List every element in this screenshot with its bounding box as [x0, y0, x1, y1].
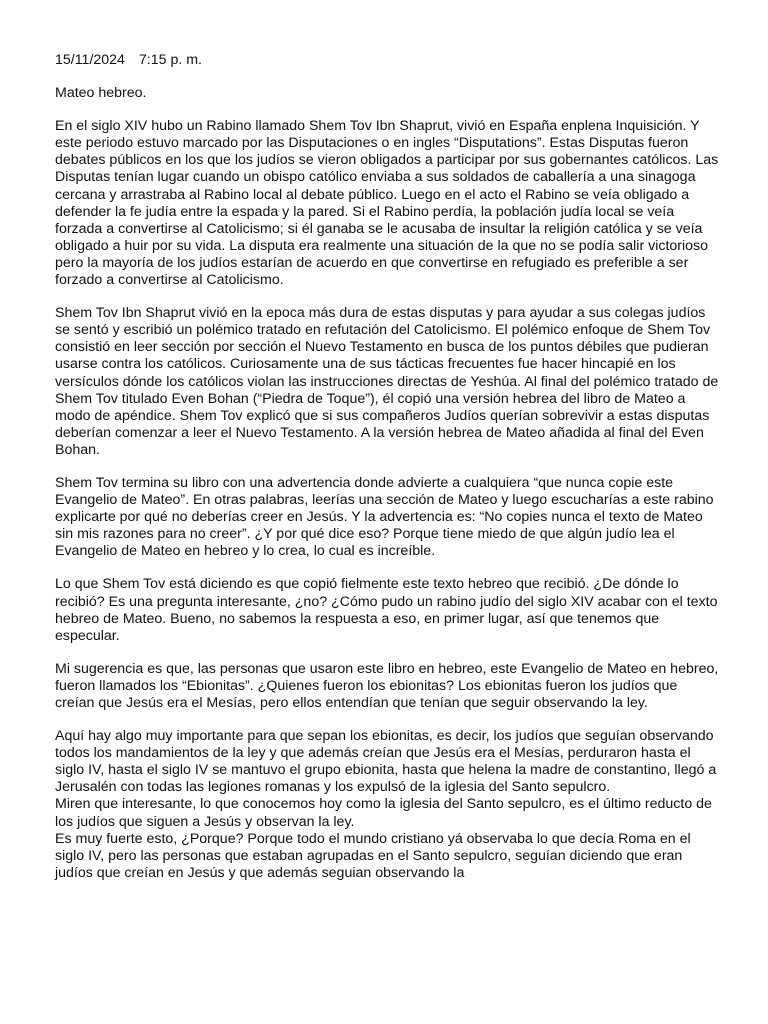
date-time-line	[55, 52, 719, 69]
document-page	[55, 52, 719, 882]
paragraph-8: Es muy fuerte esto, ¿Porque? Porque todo el mundo cristiano yá observaba lo que decía Roma en el siglo IV, pero las personas que estaban agrupadas en el Santo sepulcro, seguían diciendo que eran judíos que creían en Jesús y que además seguian observando la	[55, 830, 691, 881]
paragraph-3: Shem Tov termina su libro con una advertencia donde advierte a cualquiera “que nunca copie este Evangelio de Mateo”. En otras palabras, leerías una sección de Mateo y luego escucharías a este rabino explicarte por qué no deberías creer en Jesús. Y la advertencia es: “No copies nunca el texto de Mateo sin mis razones para no creer”. ¿Y por qué dice eso? Porque tiene miedo de que algún judío lea el Evangelio de Mateo en hebreo y lo crea, lo cual es increíble.	[55, 474, 714, 560]
time-text: 7:15 p. m.	[138, 52, 202, 68]
document-title: Mateo hebreo.	[55, 85, 147, 102]
paragraph-6: Aquí hay algo muy importante para que sepan los ebionitas, es decir, los judíos que seguían observando todos los mandamientos de la ley y que además creían que Jesús era el Mesías, perduraron hasta el siglo IV, hasta el siglo IV se mantuvo el grupo ebionita, hasta que helena la madre de constantino, llegó a Jerusalén con todas las legiones romanas y los expulsó de la iglesia del Santo sepulcro.	[55, 728, 717, 796]
paragraph-1: En el siglo XIV hubo un Rabino llamado Shem Tov Ibn Shaprut, vivió en España enplena Inquisición. Y este periodo estuvo marcado por las Disputaciones o en ingles “Disputations”. Estas Disputas fueron debates públicos en los que los judíos se vieron obligados a participar por sus gobernantes católicos. Las Disputas tenían lugar cuando un obispo católico enviaba a sus soldados de caballería a una sinagoga cercana y arrastraba al Rabino local al debate público. Luego en el acto el Rabino se veía obligado a defender la fe judía entre la espada y la pared. Si el Rabino perdía, la población judía local se veía forzada a convertirse al Catolicismo; si él ganaba se le acusaba de insultar la religión católica y se veía obligado a huir por su vida. La disputa era realmente una situación de la que no se podía salir victorioso pero la mayoría de los judíos estarían de acuerdo en que convertirse en refugiado es preferible a ser forzado a convertirse al Catolicismo.	[55, 118, 719, 289]
paragraph-7: Miren que interesante, lo que conocemos hoy como la iglesia del Santo sepulcro, es el último reducto de los judíos que siguen a Jesús y observan la ley.	[55, 796, 712, 830]
date-text: 15/11/2024	[55, 52, 125, 68]
paragraph-2: Shem Tov Ibn Shaprut vivió en la epoca más dura de estas disputas y para ayudar a sus colegas judíos se sentó y escribió un polémico tratado en refutación del Catolicismo. El polémico enfoque de Shem Tov consistió en leer sección por sección el Nuevo Testamento en busca de los puntos débiles que pudieran usarse contra los católicos. Curiosamente una de sus tácticas frecuentes fue hacer hincapié en los versículos dónde los católicos violan las instrucciones directas de Yeshúa. Al final del polémico tratado de Shem Tov titulado Even Bohan (“Piedra de Toque”), él copió una versión hebrea del libro de Mateo a modo de apéndice. Shem Tov explicó que si sus compañeros Judíos querían sobrevivir a estas disputas deberían comenzar a leer el Nuevo Testamento. A la versión hebrea de Mateo añadida al final del Even Bohan.	[55, 305, 719, 458]
paragraph-5: Mi sugerencia es que, las personas que usaron este libro en hebreo, este Evangelio de Mateo en hebreo, fueron llamados los “Ebionitas”. ¿Quienes fueron los ebionitas? Los ebionitas fueron los judíos que creían que Jesús era el Mesías, pero ellos entendían que tenían que seguir observando la ley.	[55, 660, 719, 711]
paragraph-4: Lo que Shem Tov está diciendo es que copió fielmente este texto hebreo que recibió. ¿De dónde lo recibió? Es una pregunta interesante, ¿no? ¿Cómo pudo un rabino judío del siglo XIV acabar con el texto hebreo de Mateo. Bueno, no sabemos la respuesta a eso, en primer lugar, así que tenemos que especular.	[55, 576, 718, 644]
